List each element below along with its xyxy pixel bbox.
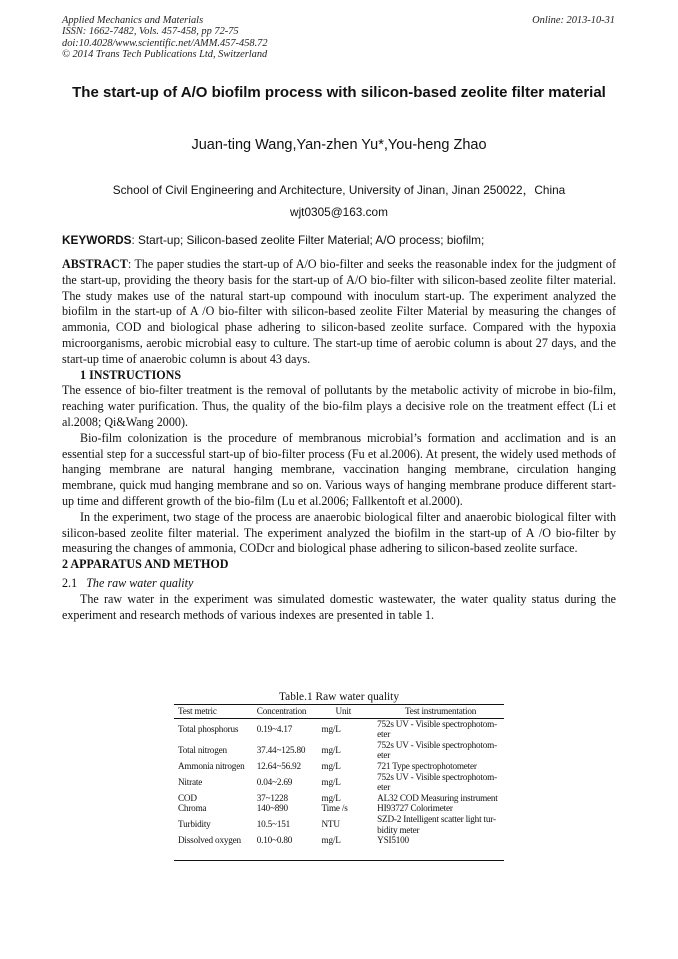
table-cell: 140~890 (256, 803, 288, 814)
column-header: Test metric (174, 705, 257, 719)
subsection-heading (62, 576, 616, 592)
table-cell: 721 Type spectrophotometer (377, 760, 477, 771)
table-cell: NTU (321, 819, 340, 830)
online-date: Online: 2013-10-31 (532, 15, 615, 26)
table-cell: mg/L (321, 792, 341, 803)
table-cell: AL32 COD Measuring instrument (377, 792, 498, 803)
section-heading-1: 1 INSTRUCTIONS (80, 367, 182, 382)
abstract (62, 257, 616, 368)
paper-body (62, 257, 616, 623)
authors: Juan-ting Wang,Yan-zhen Yu*,You-heng Zhao (191, 137, 487, 153)
table-cell: Dissolved oxygen (174, 835, 257, 860)
affiliation: School of Civil Engineering and Architecture, University of Jinan, Jinan 250022，China (112, 183, 566, 197)
copyright-line: © 2014 Trans Tech Publications Ltd, Switzerland (62, 49, 268, 61)
paper-title: The start-up of A/O biofilm process with silicon-based zeolite filter material (72, 84, 606, 101)
table-cell: Chroma (178, 803, 207, 814)
table-cell: 37~1228 (256, 792, 288, 803)
abstract-text: : The paper studies the start-up of A/O bio-filter and seeks the reasonable index for the judgment of the start-up, providing the theory basis for the start-up of A/O bio-filter with silicon-based zeolite filter material. The study makes use of the natural start-up compound with inoculum start-up. The experiment analyzed the biofilm in the start-up of A /O bio-filter with silicon-based zeolite Filter Material by measuring the changes of ammonia, COD and biological phase adhering to silicon-based zeolite surface. Compared with the hypoxia microorganisms, aerobic microbial easy to culture. The start-up time of aerobic column is about 27 days, and the start-up time of anaerobic column is about 43 days. (62, 257, 616, 366)
table-cell: COD (178, 792, 197, 803)
table-cell: Ammonia nitrogen (178, 760, 245, 771)
table-cell: Total nitrogen (178, 745, 227, 756)
table-cell: mg/L (322, 835, 378, 860)
subsection-title: The raw water quality (86, 575, 194, 590)
keywords-label: KEYWORDS (62, 233, 132, 247)
affiliation-block (62, 179, 616, 223)
email: wjt0305@163.com (290, 205, 388, 219)
abstract-label: ABSTRACT (62, 257, 128, 271)
table-row (174, 761, 504, 772)
section-heading-2: 2 APPARATUS AND METHOD (62, 557, 229, 572)
table-cell: 752s UV - Visible spectrophotom-eter (377, 718, 497, 740)
paragraph: The raw water in the experiment was simulated domestic wastewater, the water quality status during the experiment and research methods of various indexes are presented in table 1. (62, 591, 616, 622)
table-caption: Table.1 Raw water quality (278, 691, 400, 703)
table-row (174, 718, 504, 740)
table-cell: 0.10~0.80 (257, 835, 322, 860)
table-cell: YSI5100 (377, 835, 504, 860)
table-cell: 752s UV - Visible spectrophotom-eter (377, 739, 497, 761)
table-row (174, 740, 504, 761)
issn-line: ISSN: 1662-7482, Vols. 457-458, pp 72-75 (62, 26, 239, 38)
table-cell: Turbidity (178, 819, 211, 830)
table-cell: Total phosphorus (178, 723, 239, 734)
table-row (174, 793, 504, 804)
keywords-text: : Start-up; Silicon-based zeolite Filter Material; A/O process; biofilm; (131, 233, 485, 247)
table-cell: 752s UV - Visible spectrophotom-eter (377, 771, 497, 793)
table-cell: 12.64~56.92 (256, 760, 301, 771)
table (174, 704, 504, 861)
table-cell: 0.19~4.17 (256, 723, 293, 734)
table-row (174, 803, 504, 814)
table-cell: mg/L (321, 723, 341, 734)
column-header: Unit (322, 705, 378, 719)
table-cell: Nitrate (178, 776, 203, 787)
doi-line: doi:10.4028/www.scientific.net/AMM.457-458.72 (62, 37, 268, 49)
table-cell: 37.44~125.80 (256, 745, 306, 756)
subsection-number: 2.1 (62, 575, 78, 590)
journal-header (62, 15, 268, 61)
table-cell: SZD-2 Intelligent scatter light tur-bidity meter (377, 813, 496, 835)
table-cell: mg/L (321, 776, 341, 787)
journal-name: Applied Mechanics and Materials (62, 15, 204, 26)
table-cell: Time /s (321, 803, 348, 814)
table-header-row (174, 705, 504, 719)
table-row (174, 772, 504, 793)
table-cell: mg/L (321, 745, 341, 756)
table-row (174, 814, 504, 835)
table-cell: mg/L (321, 760, 341, 771)
column-header: Test instrumentation (377, 705, 504, 719)
paragraph: Bio-film colonization is the procedure of membranous microbial’s formation and acclimation and is an essential step for a successful start-up of bio-filter process (Fu et al.2006). At present, the widely used methods of hanging membrane are natural hanging membrane, vaccination hanging membrane, circulation hanging membrane, quick mud hanging membrane and so on. Various ways of hanging membrane produce different start-up time and different growth of the bio-film (Lu et al.2006; Fallkentoft et al.2000). (62, 430, 616, 508)
paragraph: The essence of bio-filter treatment is the removal of pollutants by the metabolic activity of microbe in bio-film, reaching water purification. Thus, the quality of the bio-film plays a decisive role on the treatment effect (Li et al.2008; Qi&Wang 2000). (62, 383, 616, 429)
raw-water-table (174, 691, 504, 861)
column-header: Concentration (257, 705, 322, 719)
keywords (62, 233, 616, 247)
table-cell: 10.5~151 (256, 819, 291, 830)
table-cell: HI93727 Colorimeter (377, 803, 453, 814)
paragraph: In the experiment, two stage of the process are anaerobic biological filter and anaerobic biological filter with silicon-based zeolite filter material. The experiment analyzed the biofilm in the start-up of A /O bio-filter by measuring the changes of ammonia, CODcr and biological phase adhering to silicon-based zeolite surface. (62, 509, 616, 556)
table-row (174, 835, 504, 860)
table-cell: 0.04~2.69 (256, 776, 293, 787)
